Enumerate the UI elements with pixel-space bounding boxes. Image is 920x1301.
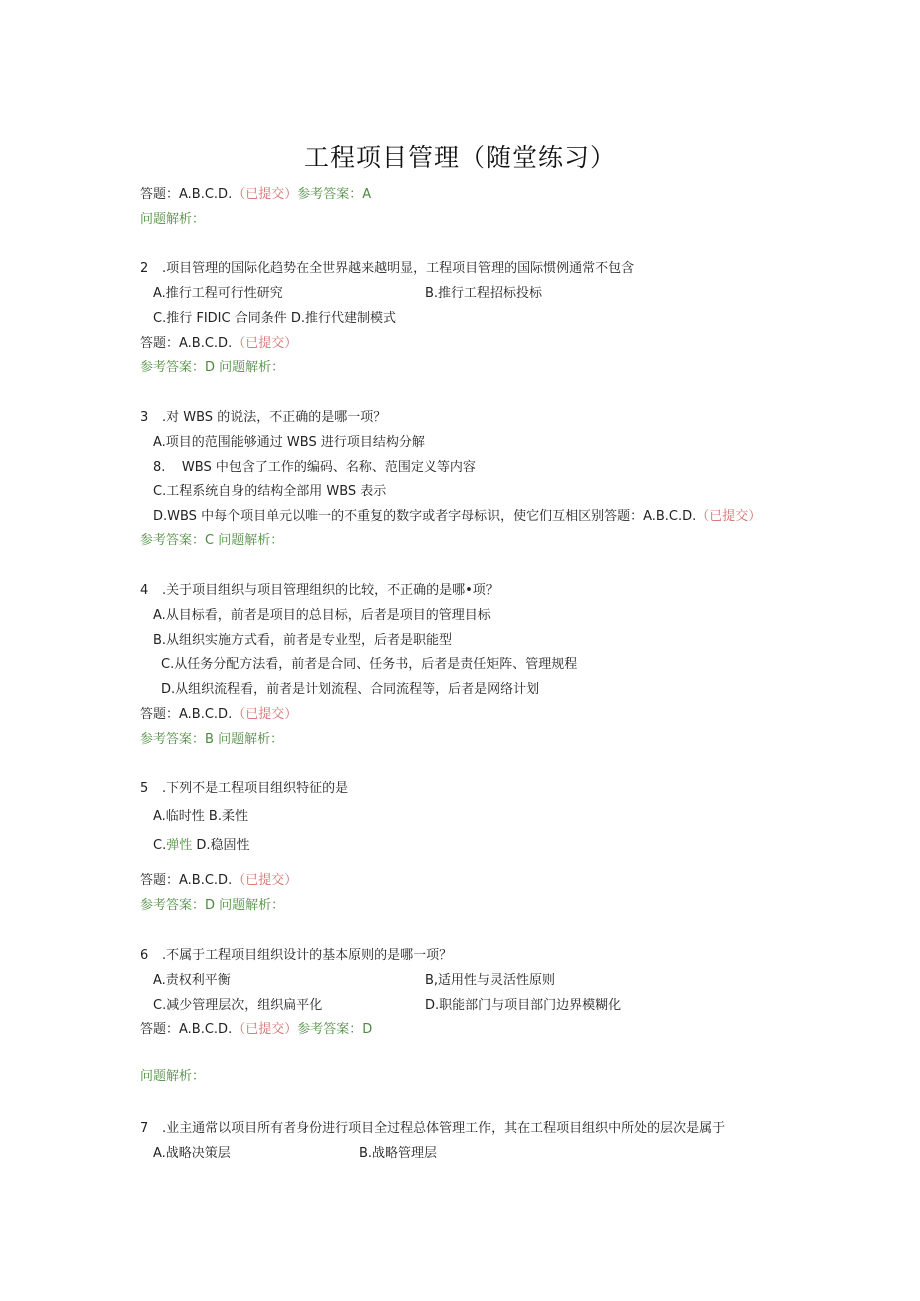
q6-option-b: B,适用性与灵活性原则 [425, 973, 556, 988]
q4-ref-line [140, 731, 283, 749]
q2-number: 2 [140, 261, 149, 276]
q5-answer: 答题：A.B.C.D. [140, 873, 233, 888]
q1-ref-label: 参考答案： [297, 187, 363, 202]
q5-option-cd-line [153, 837, 250, 855]
q3-stem-line [140, 409, 386, 427]
q6-ref-label: 参考答案： [297, 1022, 363, 1037]
q5-ref-line [140, 897, 284, 915]
q5-option-d: D.稳固性 [192, 838, 250, 853]
q2-option-cd: C.推行 FIDIC 合同条件 D.推行代建制模式 [153, 311, 396, 326]
q1-submitted: （已提交） [232, 187, 298, 202]
q3-number: 3 [140, 410, 149, 425]
q6-submitted: （已提交） [232, 1022, 298, 1037]
q2-analysis: 问题解析： [215, 360, 285, 375]
q2-stem-line [140, 260, 634, 278]
q6-option-a: A.责权利平衡 [153, 973, 231, 988]
q1-analysis: 问题解析： [140, 212, 206, 227]
q4-number: 4 [140, 583, 149, 598]
q1-answer-line [140, 186, 371, 204]
q7-stem: .业主通常以项目所有者身份进行项目全过程总体管理工作，其在工程项目组织中所处的层次是属于 [162, 1121, 726, 1136]
q3-option-d-line [153, 508, 761, 526]
q5-option-ab: A.临时性 B.柔性 [153, 809, 248, 824]
q5-answer-line [140, 872, 297, 890]
q7-number: 7 [140, 1121, 149, 1136]
q5-number: 5 [140, 781, 149, 796]
q4-ref-answer: B [205, 732, 214, 747]
q2-option-b: B.推行工程招标投标 [425, 286, 543, 301]
q3-option-d: D.WBS 中每个项目单元以唯一的不重复的数字或者字母标识，使它们互相区别答题：A.B.C.D. [153, 509, 697, 524]
q4-option-b: B.从组织实施方式看，前者是专业型，后者是职能型 [153, 633, 453, 648]
q4-option-d: D.从组织流程看，前者是计划流程、合同流程等，后者是网络计划 [161, 682, 540, 697]
q4-answer-line [140, 706, 297, 724]
q5-option-c-prefix: C. [153, 838, 167, 853]
q3-ref-answer: C [205, 533, 215, 548]
q2-submitted: （已提交） [232, 336, 298, 351]
q2-answer-line [140, 335, 297, 353]
q6-answer: 答题：A.B.C.D. [140, 1022, 233, 1037]
q6-option-d: D.职能部门与项目部门边界模糊化 [425, 998, 622, 1013]
q7-option-a: A.战略决策层 [153, 1146, 231, 1161]
q3-analysis: 问题解析： [214, 533, 284, 548]
q6-stem-line [140, 947, 452, 965]
q4-submitted: （已提交） [232, 707, 298, 722]
q3-submitted: （已提交） [696, 509, 762, 524]
q5-option-c: 弹性 [166, 838, 193, 853]
q2-ref-answer: D [205, 360, 216, 375]
q4-analysis: 问题解析： [213, 732, 284, 747]
q4-ref-label: 参考答案： [140, 732, 206, 747]
q5-stem: .下列不是工程项目组织特征的是 [162, 781, 349, 796]
q3-ref-label: 参考答案： [140, 533, 206, 548]
q3-option-c: C.工程系统自身的结构全部用 WBS 表示 [153, 484, 387, 499]
q4-option-a: A.从目标看，前者是项目的总目标，后者是项目的管理目标 [153, 608, 491, 623]
q6-option-c: C.减少管理层次，组织扁平化 [153, 998, 323, 1013]
q4-answer: 答题：A.B.C.D. [140, 707, 233, 722]
q2-stem: .项目管理的国际化趋势在全世界越来越明显，工程项目管理的国际惯例通常不包含 [162, 261, 635, 276]
q6-ref-answer: D [362, 1022, 373, 1037]
q3-option-a: A.项目的范围能够通过 WBS 进行项目结构分解 [153, 435, 425, 450]
q1-answer: 答题：A.B.C.D. [140, 187, 233, 202]
q5-analysis: 问题解析： [215, 898, 285, 913]
q4-option-c: C.从任务分配方法看，前者是合同、任务书，后者是责任矩阵、管理规程 [161, 657, 578, 672]
q5-stem-line [140, 780, 348, 798]
q6-number: 6 [140, 948, 149, 963]
q3-stem: .对 WBS 的说法，不正确的是哪一项？ [162, 410, 387, 425]
q6-answer-line [140, 1021, 372, 1039]
q1-ref-answer: A [362, 187, 372, 202]
q2-option-a: A.推行工程可行性研究 [153, 286, 283, 301]
q2-ref-label: 参考答案： [140, 360, 206, 375]
q7-option-b: B.战略管理层 [359, 1146, 438, 1161]
q2-answer: 答题：A.B.C.D. [140, 336, 233, 351]
q4-stem-line [140, 582, 499, 600]
q2-ref-line [140, 359, 284, 377]
q3-option-b: 8. WBS 中包含了工作的编码、名称、范围定义等内容 [153, 460, 476, 475]
q3-ref-line [140, 532, 283, 550]
q7-stem-line [140, 1120, 725, 1138]
q5-ref-answer: D [205, 898, 216, 913]
q4-stem: .关于项目组织与项目管理组织的比较，不正确的是哪•项？ [162, 583, 499, 598]
page-title: 工程项目管理（随堂练习） [303, 143, 616, 172]
q6-stem: .不属于工程项目组织设计的基本原则的是哪一项？ [162, 948, 453, 963]
q5-submitted: （已提交） [232, 873, 298, 888]
q6-analysis: 问题解析： [140, 1069, 206, 1084]
q5-ref-label: 参考答案： [140, 898, 206, 913]
